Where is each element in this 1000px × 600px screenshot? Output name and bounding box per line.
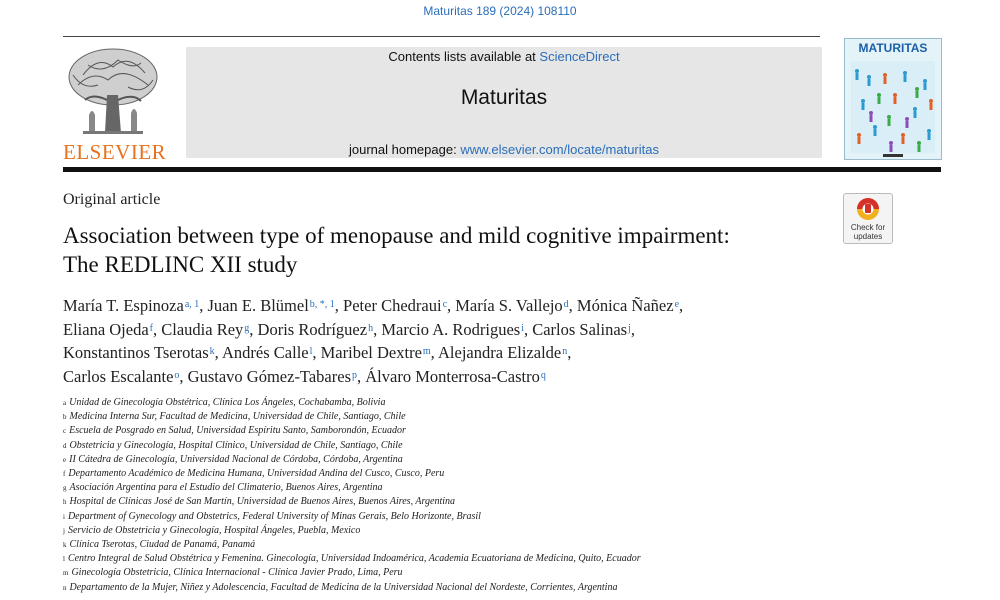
- affiliation-letter: l: [63, 555, 65, 564]
- affiliation-item: [63, 524, 963, 538]
- publisher-name: ELSEVIER: [63, 140, 167, 164]
- author-name[interactable]: Gustavo Gómez-Tabares: [187, 366, 351, 386]
- affiliation-letter: a: [63, 399, 67, 407]
- check-for-updates-button[interactable]: [843, 193, 893, 244]
- author-affiliation-marker[interactable]: o: [174, 369, 180, 381]
- affiliation-letter: n: [63, 583, 67, 592]
- affiliation-text: Asociación Argentina para el Estudio del Climaterio, Buenos Aires, Argentina: [69, 482, 383, 494]
- affiliation-letter: b: [63, 413, 67, 422]
- affiliation-item: [63, 396, 963, 410]
- affiliation-item: [63, 410, 963, 424]
- affiliation-letter: d: [63, 441, 67, 450]
- journal-reference-link[interactable]: Maturitas 189 (2024) 108110: [423, 4, 577, 18]
- author-affiliation-marker[interactable]: f: [149, 322, 154, 334]
- affiliation-list: [63, 396, 963, 595]
- affiliation-text: II Cátedra de Ginecología, Universidad Nacional de Córdoba, Córdoba, Argentina: [69, 453, 403, 465]
- affiliation-text: Departamento Académico de Medicina Humana, Universidad Andina del Cusco, Cusco, Peru: [68, 468, 445, 480]
- crossmark-label-line2: updates: [853, 232, 883, 241]
- affiliation-text: Obstetricia y Ginecología, Hospital Clínico, Universidad de Chile, Santiago, Chile: [69, 439, 403, 451]
- sciencedirect-link[interactable]: ScienceDirect: [539, 49, 620, 64]
- affiliation-letter: j: [63, 526, 65, 535]
- homepage-prefix: journal homepage:: [349, 142, 461, 157]
- author-name[interactable]: Peter Chedraui: [343, 296, 442, 315]
- author-name[interactable]: Carlos Escalante: [63, 366, 174, 386]
- affiliation-text: Ginecología Obstetricia, Clínica Internacional - Clínica Javier Prado, Lima, Peru: [71, 567, 403, 579]
- tree-icon: [63, 45, 163, 140]
- affiliation-letter: m: [63, 569, 69, 578]
- crossmark-icon: [844, 195, 892, 225]
- author-name[interactable]: Álvaro Monterrosa-Castro: [365, 366, 540, 386]
- author-affiliation-marker[interactable]: n: [562, 346, 568, 357]
- header-thick-divider: [63, 167, 941, 172]
- affiliation-letter: g: [63, 484, 67, 493]
- affiliation-text: Escuela de Posgrado en Salud, Universidad Espíritu Santo, Samborondón, Ecuador: [69, 425, 406, 437]
- author-name[interactable]: Mónica Ñañez: [576, 296, 674, 315]
- affiliation-letter: i: [63, 512, 65, 521]
- affiliation-item: [63, 424, 963, 438]
- author-name[interactable]: Marcio A. Rodrigues: [381, 319, 521, 339]
- author-affiliation-marker[interactable]: l: [309, 346, 313, 357]
- affiliation-text: Unidad de Ginecología Obstétrica, Clínica Los Ángeles, Cochabamba, Bolivia: [69, 397, 386, 408]
- author-name[interactable]: Maribel Dextre: [320, 343, 422, 362]
- affiliation-text: Hospital de Clínicas José de San Martín, Universidad de Buenos Aires, Buenos Aires, Argentina: [69, 496, 456, 508]
- affiliation-item: [63, 581, 963, 595]
- author-affiliation-marker[interactable]: k: [209, 346, 215, 357]
- author-name[interactable]: María T. Espinoza: [63, 296, 184, 315]
- author-affiliation-marker[interactable]: j: [628, 322, 631, 334]
- affiliation-item: [63, 510, 963, 524]
- affiliation-letter: f: [63, 470, 66, 479]
- affiliation-letter: e: [63, 455, 67, 464]
- affiliation-letter: c: [63, 427, 67, 436]
- journal-homepage: [186, 142, 822, 157]
- check-for-updates-label: [844, 223, 892, 241]
- author-name[interactable]: Konstantinos Tserotas: [63, 343, 209, 362]
- affiliation-item: [63, 495, 963, 509]
- affiliation-text: Medicina Interna Sur, Facultad de Medicina, Universidad de Chile, Santiago, Chile: [69, 411, 406, 423]
- journal-cover-image[interactable]: [844, 38, 942, 160]
- author-name[interactable]: Andrés Calle: [222, 343, 309, 362]
- cover-title: MATURITAS: [858, 41, 928, 55]
- top-divider: [63, 36, 820, 37]
- author-name[interactable]: Doris Rodríguez: [257, 319, 368, 339]
- affiliation-letter: h: [63, 498, 67, 507]
- affiliation-text: Clínica Tserotas, Ciudad de Panamá, Panamá: [69, 539, 256, 551]
- author-affiliation-marker[interactable]: e: [674, 299, 680, 310]
- author-affiliation-marker[interactable]: a, 1: [184, 299, 200, 310]
- affiliation-text: Department of Gynecology and Obstetrics, Federal University of Minas Gerais, Belo Horizonte, Brasil: [67, 510, 481, 522]
- author-affiliation-marker[interactable]: d: [563, 299, 569, 310]
- affiliation-item: [63, 467, 963, 481]
- journal-title: Maturitas: [460, 86, 548, 109]
- affiliation-item: [63, 439, 963, 453]
- author-affiliation-marker[interactable]: c: [442, 299, 448, 310]
- author-name[interactable]: Alejandra Elizalde: [438, 343, 562, 362]
- author-list: María T. Espinoza$^{a, 1}$, Juan E. Blümel$^{b, *, 1}$, Peter Chedraui$^c$, María S. Vallejo$^d$, Mónica Ñañez$^e$, Eliana Ojeda$^f$, Claudia Rey$^g$, Doris Rodríguez$^h$, Marcio A. Rodrigues$^i$, Carlos Salinas$^j$, Konstantinos Tserotas$^k$, Andrés Calle$^l$, Maribel Dextre$^m$, Alejandra Elizalde$^n$, Carlos Escalante$^o$, Gustavo Gómez-Tabares$^p$, Álvaro Monterrosa-Castro$^q$: [63, 296, 684, 386]
- author-name[interactable]: Juan E. Blümel: [207, 296, 309, 315]
- contents-prefix: Contents lists available at: [388, 49, 540, 64]
- author-name[interactable]: Claudia Rey: [161, 319, 244, 339]
- affiliation-item: [63, 453, 963, 467]
- author-affiliation-marker[interactable]: h: [368, 322, 374, 334]
- crossmark-label-line1: Check for: [850, 223, 886, 232]
- affiliation-item: [63, 481, 963, 495]
- author-affiliation-marker[interactable]: g: [244, 322, 250, 334]
- author-affiliation-marker[interactable]: i: [521, 322, 524, 334]
- affiliation-text: Servicio de Obstetricia y Ginecología, Hospital Ángeles, Puebla, Mexico: [67, 524, 361, 536]
- author-name[interactable]: Carlos Salinas: [532, 319, 628, 339]
- affiliation-item: [63, 552, 963, 566]
- homepage-link[interactable]: www.elsevier.com/locate/maturitas: [460, 142, 659, 157]
- affiliation-letter: k: [63, 541, 67, 550]
- article-title: [63, 221, 823, 279]
- author-name[interactable]: María S. Vallejo: [455, 296, 563, 315]
- affiliation-text: Centro Integral de Salud Obstétrica y Femenina. Ginecología, Universidad Indoamérica, Academia Ecuatoriana de Medicina, Quito, Ecuador: [67, 553, 641, 565]
- author-affiliation-marker[interactable]: p: [352, 369, 357, 381]
- author-affiliation-marker[interactable]: q: [540, 369, 546, 381]
- author-affiliation-marker[interactable]: m: [422, 346, 431, 357]
- contents-availability: [186, 49, 822, 64]
- affiliation-item: [63, 566, 963, 580]
- article-title-line1: Association between type of menopause and mild cognitive impairment:: [63, 223, 730, 248]
- affiliation-text: Departamento de la Mujer, Niñez y Adolescencia, Facultad de Medicina de la Universidad Nacional del Nordeste, Corrientes, Argentina: [69, 581, 618, 593]
- cover-figures-icon: [845, 39, 941, 159]
- article-type: Original article: [63, 191, 161, 208]
- author-affiliation-marker[interactable]: b, *, 1: [309, 299, 335, 310]
- affiliation-item: [63, 538, 963, 552]
- author-name[interactable]: Eliana Ojeda: [63, 319, 149, 339]
- article-title-line2: The REDLINC XII study: [63, 252, 298, 277]
